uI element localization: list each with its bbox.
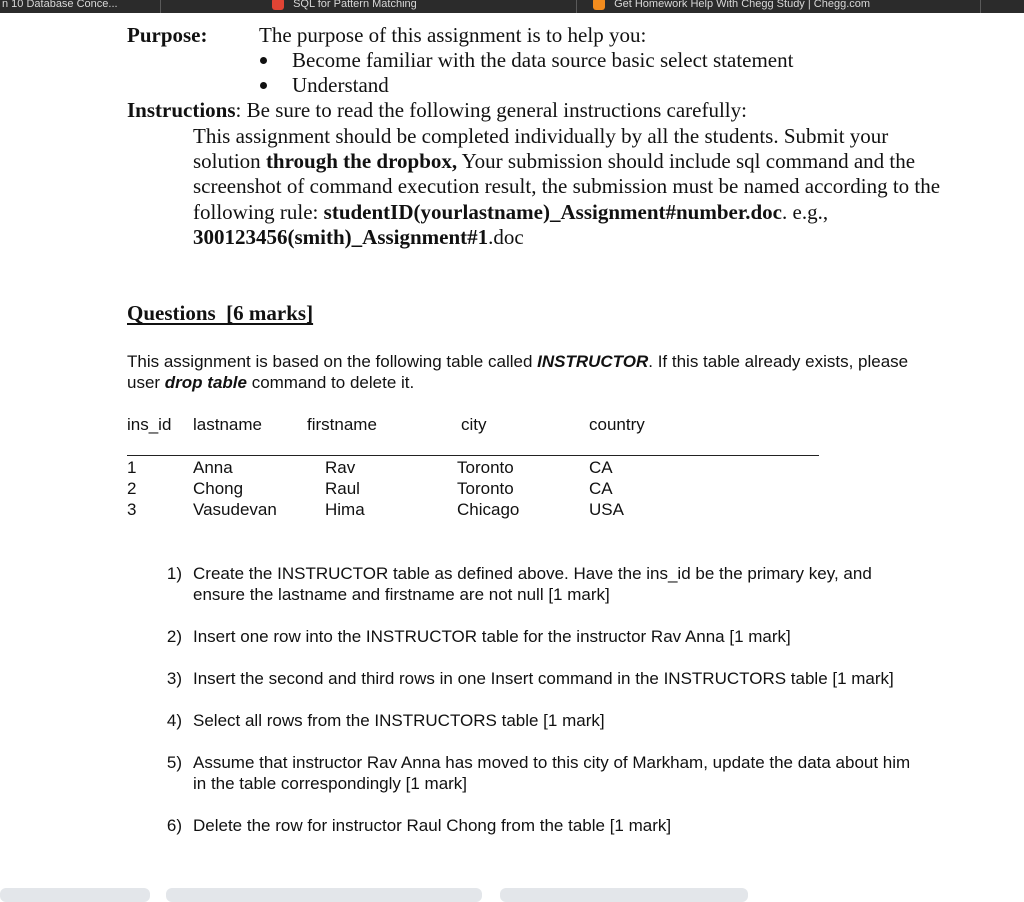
question-number: 1)	[166, 564, 182, 583]
table-header-city: city	[461, 415, 487, 434]
question-text: Insert one row into the INSTRUCTOR table for the instructor Rav Anna [1 mark]	[193, 627, 791, 646]
instructions-line: screenshot of command execution result, the submission must be named according to the	[193, 174, 941, 198]
tab-divider	[980, 0, 981, 13]
instructions-line: following rule: studentID(yourlastname)_Assignment#number.doc. e.g.,	[193, 200, 829, 224]
table-cell: 3	[127, 500, 137, 519]
question-text: Insert the second and third rows in one Insert command in the INSTRUCTORS table [1 mark]	[193, 669, 894, 688]
questions-intro: user drop table command to delete it.	[127, 373, 415, 392]
instructions-heading: Instructions: Be sure to read the following general instructions carefully:	[127, 98, 747, 122]
table-header-lastname: lastname	[193, 415, 262, 434]
bottom-bar-item[interactable]	[166, 888, 482, 902]
question-text: in the table correspondingly [1 mark]	[193, 774, 468, 793]
question-number: 3)	[166, 669, 182, 688]
table-cell: 1	[127, 458, 137, 477]
table-cell: Anna	[193, 458, 233, 477]
question-number: 5)	[166, 753, 182, 772]
table-cell: USA	[589, 500, 624, 519]
tab-title: n 10 Database Conce...	[2, 0, 118, 10]
table-cell: Chicago	[457, 500, 520, 519]
table-cell: Toronto	[457, 479, 514, 498]
question-number: 2)	[166, 627, 182, 646]
table-cell: 2	[127, 479, 137, 498]
table-cell: Vasudevan	[193, 500, 277, 519]
table-cell: Chong	[193, 479, 244, 498]
tab-title: Get Homework Help With Chegg Study | Chegg.com	[614, 0, 871, 10]
question-number: 4)	[166, 711, 182, 730]
chegg-favicon-icon	[593, 0, 605, 10]
purpose-heading: Purpose:	[127, 23, 208, 47]
bottom-bar-item[interactable]	[500, 888, 748, 902]
table-cell: CA	[589, 479, 613, 498]
table-cell: CA	[589, 458, 613, 477]
tab-divider	[160, 0, 161, 13]
browser-tab[interactable]	[593, 0, 870, 13]
table-header-country: country	[589, 415, 645, 434]
table-cell: Rav	[325, 458, 356, 477]
browser-tab-strip	[0, 0, 1024, 13]
instructions-line: 300123456(smith)_Assignment#1.doc	[193, 225, 524, 249]
questions-intro: This assignment is based on the following table called INSTRUCTOR. If this table already exists, please	[127, 352, 909, 371]
purpose-intro: The purpose of this assignment is to help you:	[259, 23, 647, 47]
purpose-bullet: Understand	[292, 73, 389, 97]
tab-divider	[576, 0, 577, 13]
question-text: ensure the lastname and firstname are not null [1 mark]	[193, 585, 610, 604]
bullet-icon	[260, 57, 267, 64]
question-number: 6)	[166, 816, 182, 835]
table-cell: Raul	[325, 479, 360, 498]
questions-heading: Questions [6 marks]	[127, 301, 314, 325]
table-header-firstname: firstname	[307, 415, 377, 434]
purpose-bullet: Become familiar with the data source basic select statement	[292, 48, 794, 72]
instructions-line: This assignment should be completed individually by all the students. Submit your	[193, 124, 889, 148]
table-divider	[127, 455, 819, 456]
bottom-bar-item[interactable]	[0, 888, 150, 902]
browser-tab[interactable]	[2, 0, 118, 13]
table-header-ins-id: ins_id	[127, 415, 172, 434]
tab-favicon-icon	[272, 0, 284, 10]
question-text: Select all rows from the INSTRUCTORS table [1 mark]	[193, 711, 605, 730]
bullet-icon	[260, 82, 267, 89]
question-text: Delete the row for instructor Raul Chong from the table [1 mark]	[193, 816, 672, 835]
instructions-line: solution through the dropbox, Your submission should include sql command and the	[193, 149, 916, 173]
table-cell: Toronto	[457, 458, 514, 477]
browser-tab[interactable]	[272, 0, 417, 13]
tab-title: SQL for Pattern Matching	[293, 0, 417, 10]
question-text: Create the INSTRUCTOR table as defined above. Have the ins_id be the primary key, and	[193, 564, 872, 583]
question-text: Assume that instructor Rav Anna has moved to this city of Markham, update the data about him	[193, 753, 911, 772]
table-cell: Hima	[325, 500, 365, 519]
